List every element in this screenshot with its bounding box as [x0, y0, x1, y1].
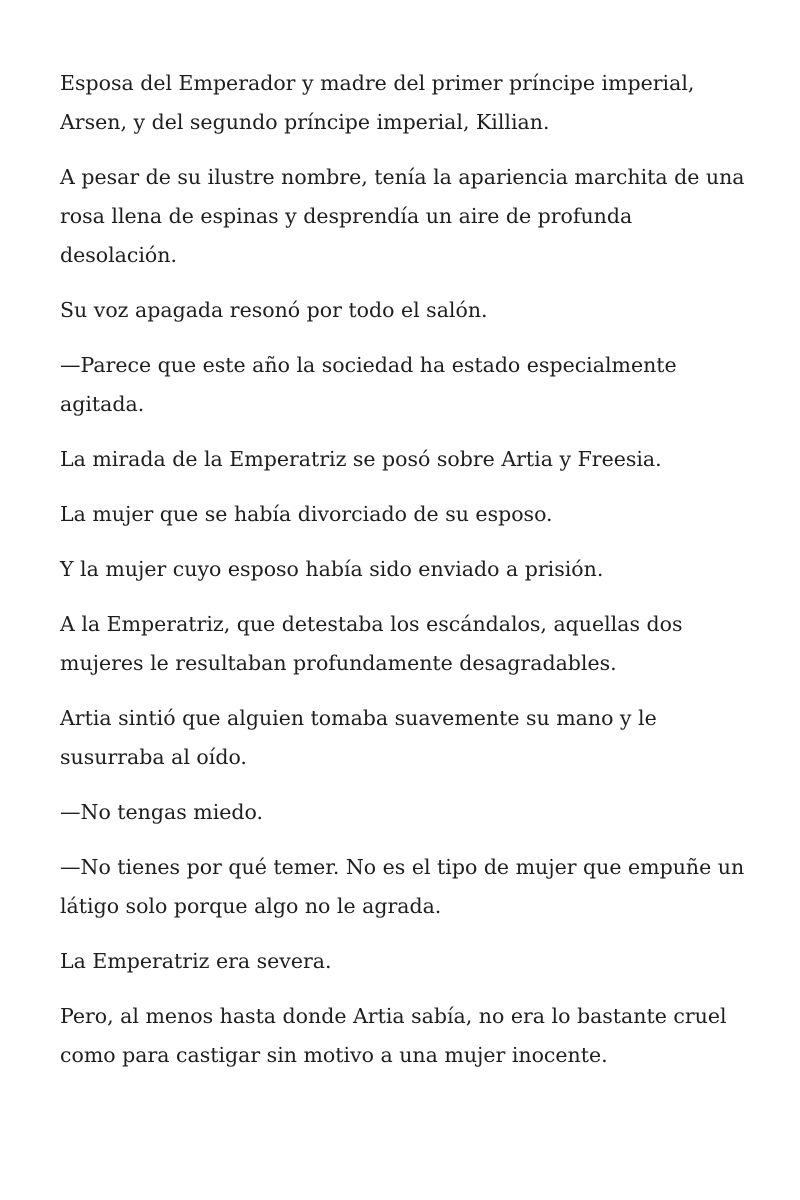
paragraph: —No tengas miedo.	[60, 800, 263, 824]
paragraph: Pero, al menos hasta donde Artia sabía, no era lo bastante cruel como para castigar sin motivo a una mujer inocente.	[60, 1004, 727, 1067]
paragraph: A la Emperatriz, que detestaba los escándalos, aquellas dos mujeres le resultaban profundamente desagradables.	[60, 612, 683, 675]
paragraph: —No tienes por qué temer. No es el tipo de mujer que empuñe un látigo solo porque algo no le agrada.	[60, 855, 745, 918]
paragraph: Artia sintió que alguien tomaba suavemente su mano y le susurraba al oído.	[60, 706, 657, 769]
paragraph: La mujer que se había divorciado de su esposo.	[60, 502, 553, 526]
paragraph: Su voz apagada resonó por todo el salón.	[60, 298, 488, 322]
reading-page	[60, 64, 750, 1091]
paragraph: A pesar de su ilustre nombre, tenía la apariencia marchita de una rosa llena de espinas y desprendía un aire de profunda desolación.	[60, 165, 745, 267]
paragraph: Esposa del Emperador y madre del primer príncipe imperial, Arsen, y del segundo príncipe imperial, Killian.	[60, 71, 695, 134]
paragraph: La mirada de la Emperatriz se posó sobre Artia y Freesia.	[60, 447, 662, 471]
paragraph: —Parece que este año la sociedad ha estado especialmente agitada.	[60, 353, 677, 416]
paragraph: Y la mujer cuyo esposo había sido enviado a prisión.	[60, 557, 604, 581]
paragraph: La Emperatriz era severa.	[60, 949, 332, 973]
